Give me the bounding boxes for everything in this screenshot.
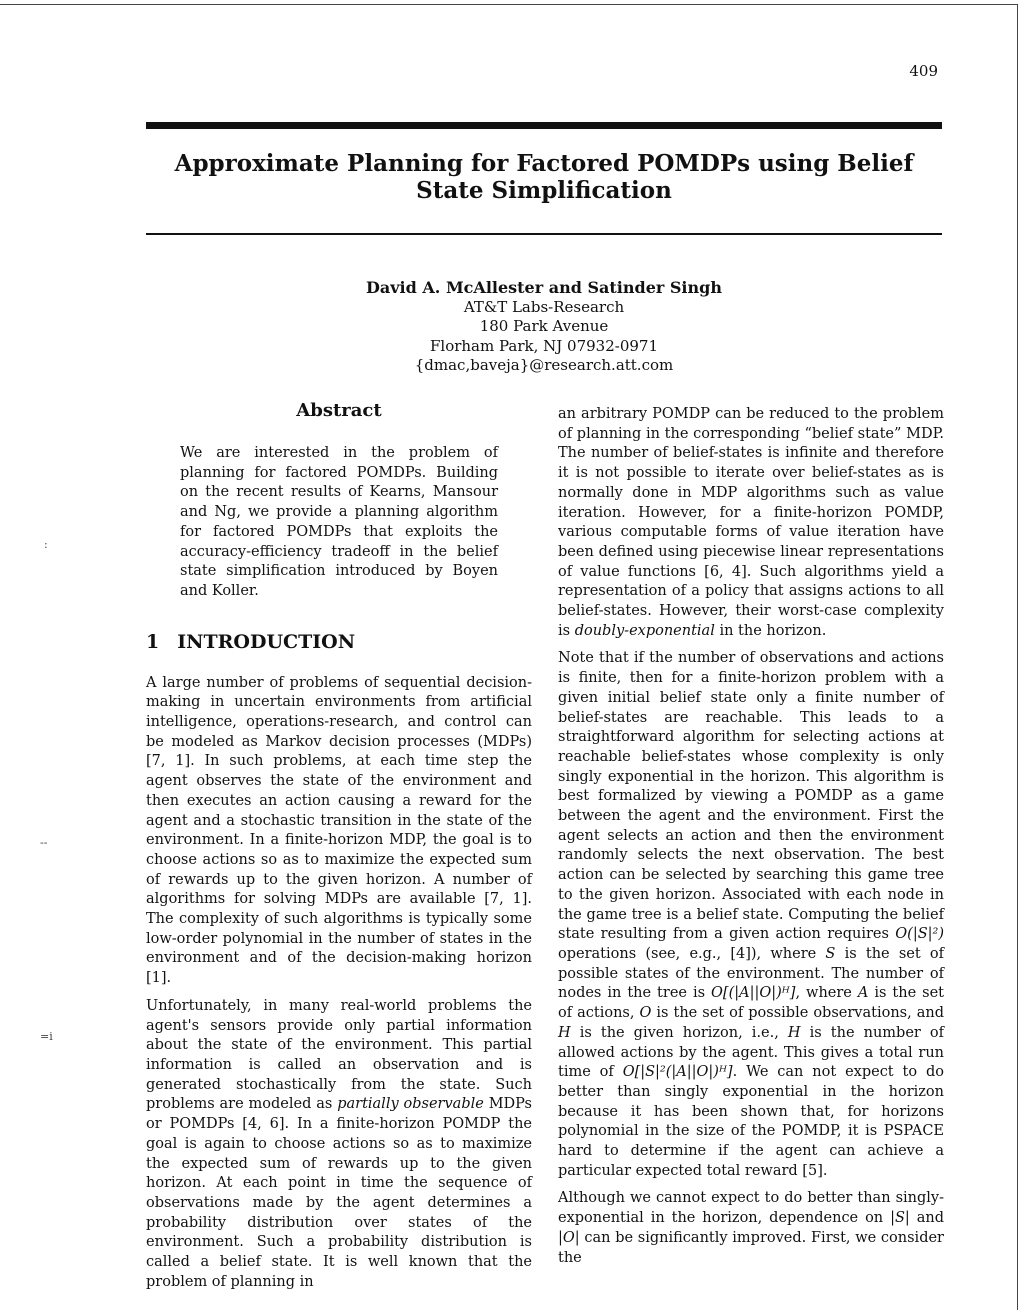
page-border-top <box>0 4 1018 5</box>
section-heading <box>146 630 532 654</box>
left-column <box>146 400 532 1292</box>
section-title: INTRODUCTION <box>177 630 356 653</box>
author-block <box>146 278 942 376</box>
abstract-heading: Abstract <box>296 400 382 421</box>
intro-paragraph-4: Although we cannot expect to do better than singly-exponential in the horizon, dependence on |S| and |O| can be significantly improved. First, we consider the <box>558 1190 944 1266</box>
section-number: 1 <box>146 630 160 653</box>
author-address-street: 180 Park Avenue <box>479 317 609 335</box>
author-email: {dmac,baveja}@research.att.com <box>414 356 674 374</box>
author-address-city: Florham Park, NJ 07932-0971 <box>429 336 659 355</box>
margin-mark: -- <box>40 836 48 849</box>
title-bottom-rule <box>146 233 942 235</box>
page-border-right <box>1017 4 1018 1310</box>
abstract-body: We are interested in the problem of planning for factored POMDPs. Building on the recent results of Kearns, Mansour and Ng, we provide a planning algorithm for factored POMDPs that exploits the accuracy-efficiency tradeoff in the belief state simplification introduced by Boyen and Koller. <box>180 445 498 599</box>
page-number: 409 <box>909 62 938 80</box>
intro-paragraph-3: Note that if the number of observations and actions is finite, then for a finite-horizon problem with a given initial belief state only a finite number of belief-states are reachable. This leads to a straightforward algorithm for selecting actions at reachable belief-states whose complexity is only singly exponential in the horizon. This algorithm is best formalized by viewing a POMDP as a game between the agent and the environment. First the agent selects an action and then the environment randomly selects the next observation. The best action can be selected by searching this game tree to the given horizon. Associated with each node in the game tree is a belief state. Computing the belief state resulting from a given action requires O(|S|²) operations (see, e.g., [4]), where S is the set of possible states of the environment. The number of nodes in the tree is O[(|A||O|)ᴴ], where A is the set of actions, O is the set of possible observations, and H is the given horizon, i.e., H is the number of allowed actions by the agent. This gives a total run time of O[|S|²(|A||O|)ᴴ]. We can not expect to do better than singly exponential in the horizon because it has been shown that, for horizons polynomial in the size of the POMDP, it is PSPACE hard to determine if the agent can achieve a particular expected total reward [5]. <box>558 650 945 1179</box>
title-top-rule <box>146 122 942 129</box>
intro-paragraph-2-continued: an arbitrary POMDP can be reduced to the problem of planning in the corresponding “belief state” MDP. The number of belief-states is infinite and therefore it is not possible to iterate over belief-states as is normally done in MDP algorithms such as value iteration. However, for a finite-horizon POMDP, various computable forms of value iteration have been defined using piecewise linear representations of value functions [6, 4]. Such algorithms yield a representation of a policy that assigns actions to all belief-states. However, their worst-case complexity is doubly-exponential in the horizon. <box>558 406 944 639</box>
paper-title: Approximate Planning for Factored POMDPs using Belief State Simplification <box>174 150 914 204</box>
margin-mark: : <box>44 538 48 551</box>
author-names: David A. McAllester and Satinder Singh <box>366 278 722 297</box>
margin-mark: =i <box>40 1030 53 1043</box>
right-column <box>558 405 944 1268</box>
intro-paragraph-2: Unfortunately, in many real-world problems the agent's sensors provide only partial information about the state of the environment. This partial information is called an observation and is generated stochastically from the state. Such problems are modeled as partially observable MDPs or POMDPs [4, 6]. In a finite-horizon POMDP the goal is again to choose actions so as to maximize the expected sum of rewards up to the given horizon. At each point in time the sequence of observations made by the agent determines a probability distribution over states of the environment. Such a probability distribution is called a belief state. It is well known that the problem of planning in <box>146 997 532 1290</box>
author-affiliation: AT&T Labs-Research <box>463 297 625 316</box>
intro-paragraph-1: A large number of problems of sequential decision-making in uncertain environments from artificial intelligence, operations-research, and control can be modeled as Markov decision processes (MDPs) [7, 1]. In such problems, at each time step the agent observes the state of the environment and then executes an action causing a reward for the agent and a stochastic transition in the state of the environment. In a finite-horizon MDP, the goal is to choose actions so as to maximize the expected sum of rewards up to the given horizon. A number of algorithms for solving MDPs are available [7, 1]. The complexity of such algorithms is typically some low-order polynomial in the number of states in the environment and of the decision-making horizon [1]. <box>146 674 532 987</box>
